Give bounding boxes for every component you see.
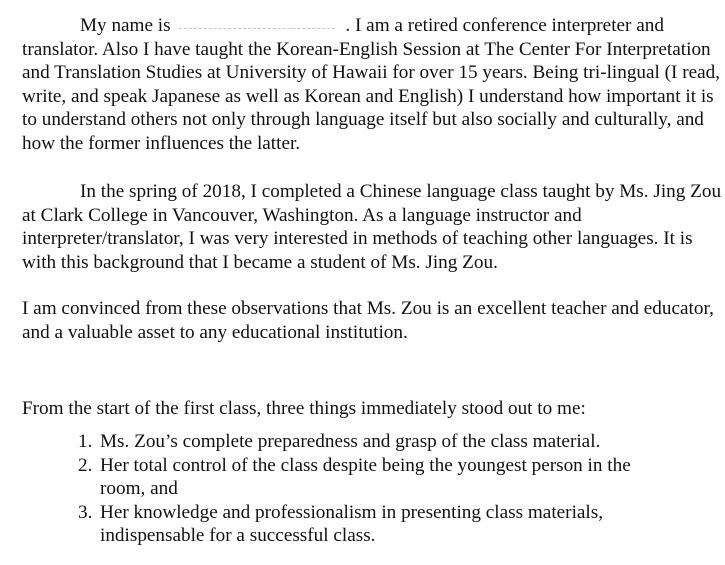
intro-continuation: translator. Also I have taught the Korean-English Session at The Center For Interpretation and Translation Studies at University of Hawaii for over 15 years. Being tri-lingual (I read, write, and speak Japanese as well as Korean and English) I understand how important it is to understand others not only through language itself but also socially and culturally, and how the former influences the latter. <box>22 38 721 154</box>
paragraph-observations-intro: From the start of the first class, three things immediately stood out to me: <box>22 398 586 419</box>
paragraph-class-background: In the spring of 2018, I completed a Chinese language class taught by Ms. Jing Zou at Clark College in Vancouver, Washington. As a language instructor and interpreter/translator, I was very interested in methods of teaching other languages. It is with this background that I became a student of Ms. Jing Zou. <box>22 181 722 273</box>
list-number: 1. <box>78 431 93 452</box>
redacted-name <box>175 17 345 31</box>
list-text: Her total control of the class despite being the youngest person in the room, and <box>100 454 631 499</box>
list-number: 3. <box>78 501 93 523</box>
intro-lead: My name is <box>80 15 171 36</box>
intro-first-line-rest: . I am a retired conference interpreter and <box>345 15 664 36</box>
paragraph-conviction: I am convinced from these observations that Ms. Zou is an excellent teacher and educator, and a valuable asset to any educational institution. <box>22 298 714 343</box>
list-text: Her knowledge and professionalism in presenting class materials, indispensable for a successful class. <box>100 501 604 546</box>
list-text: Ms. Zou’s complete preparedness and grasp of the class material. <box>100 431 601 452</box>
list-number: 2. <box>78 454 93 476</box>
paragraph-intro <box>22 14 722 155</box>
